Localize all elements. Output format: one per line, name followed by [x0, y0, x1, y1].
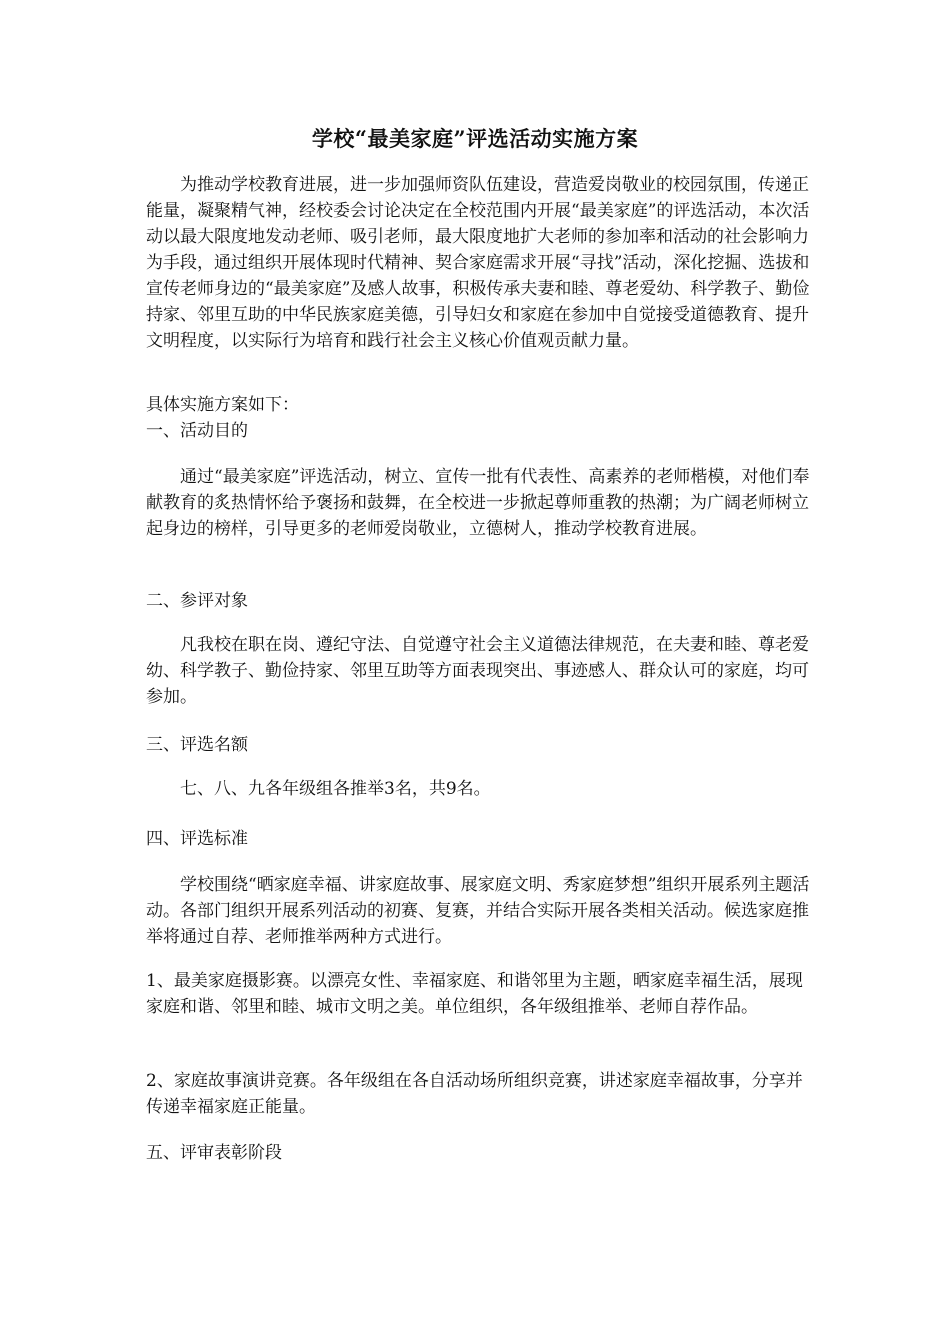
section1-heading: 一、活动目的	[146, 421, 248, 441]
document-title: 学校“最美家庭”评选活动实施方案	[311, 126, 639, 151]
section1-paragraph: 通过“最美家庭”评选活动，树立、宣传一批有代表性、高素养的老师楷模，对他们奉献教育的炙热情怀给予褒扬和鼓舞，在全校进一步掀起尊师重教的热潮；为广阔老师树立起身边的榜样，引导更多的老师爱岗敬业，立德树人，推动学校教育进展。	[146, 467, 810, 539]
section4-paragraph: 学校围绕“晒家庭幸福、讲家庭故事、展家庭文明、秀家庭梦想”组织开展系列主题活动。各部门组织开展系列活动的初赛、复赛，并结合实际开展各类相关活动。候选家庭推举将通过自荐、老师推举两种方式进行。	[146, 875, 810, 947]
section2-heading: 二、参评对象	[146, 591, 248, 611]
list-item-story-contest: 2、家庭故事演讲竞赛。各年级组在各自活动场所组织竞赛，讲述家庭幸福故事，分享并传递幸福家庭正能量。	[146, 1071, 803, 1117]
section3-heading: 三、评选名额	[146, 735, 248, 755]
section3-paragraph: 七、八、九各年级组各推举3名，共9名。	[180, 779, 491, 799]
intro-paragraph: 为推动学校教育进展，进一步加强师资队伍建设，营造爱岗敬业的校园氛围，传递正能量，凝聚精气神，经校委会讨论决定在全校范围内开展“最美家庭”的评选活动，本次活动以最大限度地发动老师、吸引老师，最大限度地扩大老师的参加率和活动的社会影响力为手段，通过组织开展体现时代精神、契合家庭需求开展“寻找”活动，深化挖掘、选拔和宣传老师身边的“最美家庭”及感人故事，积极传承夫妻和睦、尊老爱幼、科学教子、勤俭持家、邻里互助的中华民族家庭美德，引导妇女和家庭在参加中自觉接受道德教育、提升文明程度，以实际行为培育和践行社会主义核心价值观贡献力量。	[146, 175, 810, 351]
section5-heading: 五、评审表彰阶段	[146, 1143, 282, 1163]
plan-intro: 具体实施方案如下：	[146, 395, 299, 415]
section4-heading: 四、评选标准	[146, 829, 248, 849]
list-item-photo-contest: 1、最美家庭摄影赛。以漂亮女性、幸福家庭、和谐邻里为主题，晒家庭幸福生活，展现家庭和谐、邻里和睦、城市文明之美。单位组织，各年级组推举、老师自荐作品。	[146, 971, 803, 1017]
section2-paragraph: 凡我校在职在岗、遵纪守法、自觉遵守社会主义道德法律规范，在夫妻和睦、尊老爱幼、科学教子、勤俭持家、邻里互助等方面表现突出、事迹感人、群众认可的家庭，均可参加。	[146, 635, 809, 707]
